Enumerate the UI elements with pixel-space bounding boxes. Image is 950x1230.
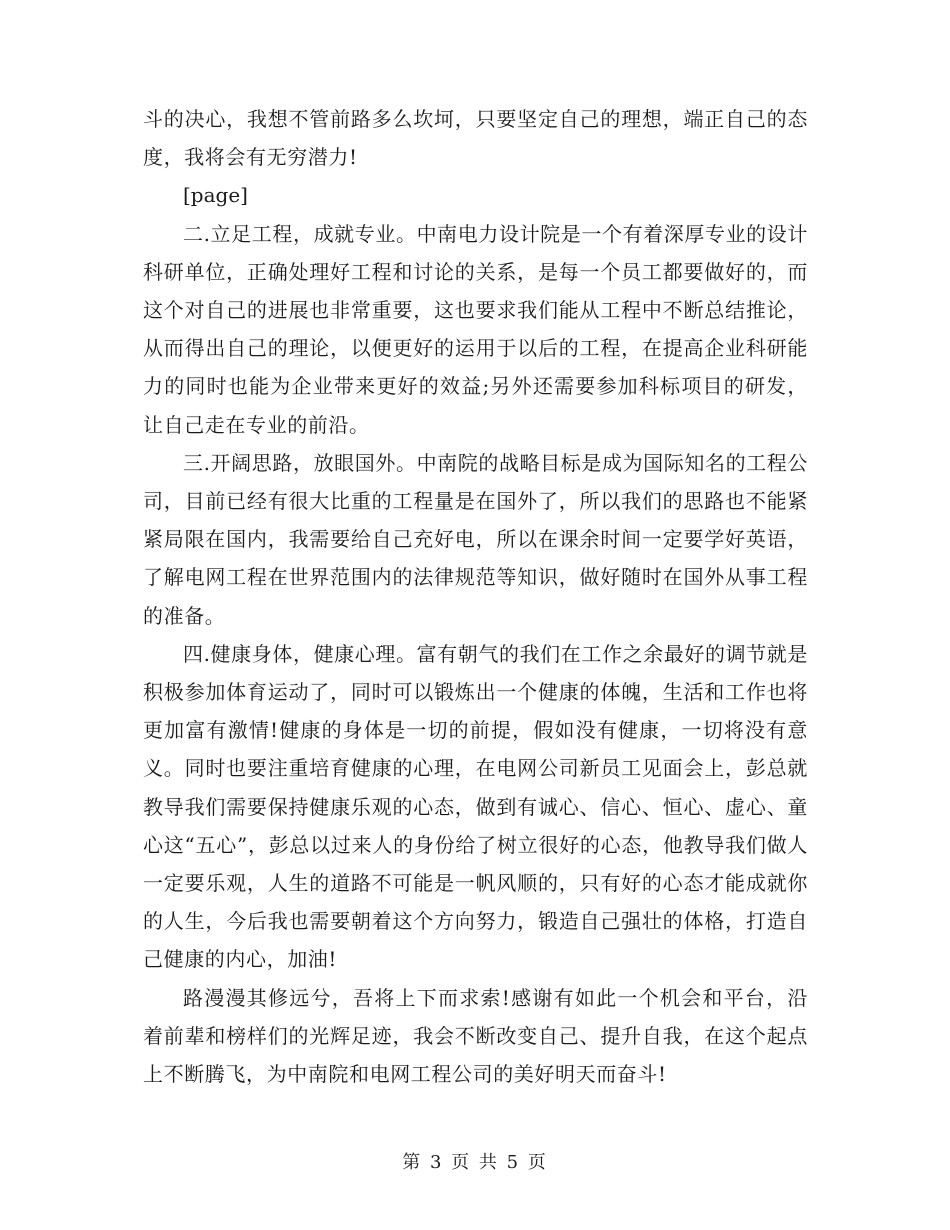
paragraph-section-two: 二.立足工程，成就专业。中南电力设计院是一个有着深厚专业的设计科研单位，正确处理好工程和讨论的关系，是每一个员工都要做好的，而这个对自己的进展也非常重要，这也要求我们能从工程中不断总结推论，从而得出自己的理论，以便更好的运用于以后的工程，在提高企业科研能力的同时也能为企业带来更好的效益;另外还需要参加科标项目的研发，让自己走在专业的前沿。 [143,221,808,437]
page-number-footer: 第 3 页 共 5 页 [402,1152,548,1173]
document-body [143,100,808,1093]
page-marker: [page] [183,183,248,208]
paragraph-continuation: 斗的决心，我想不管前路多么坎坷，只要坚定自己的理想，端正自己的态度，我将会有无穷潜力! [143,107,808,170]
paragraph-closing: 路漫漫其修远兮，吾将上下而求索!感谢有如此一个机会和平台，沿着前辈和榜样们的光辉足迹，我会不断改变自己、提升自我，在这个起点上不断腾飞，为中南院和电网工程公司的美好明天而奋斗! [143,985,808,1087]
paragraph-section-three: 三.开阔思路，放眼国外。中南院的战略目标是成为国际知名的工程公司，目前已经有很大比重的工程量是在国外了，所以我们的思路也不能紧紧局限在国内，我需要给自己充好电，所以在课余时间一定要学好英语，了解电网工程在世界范围内的法律规范等知识，做好随时在国外从事工程的准备。 [143,450,808,628]
paragraph-section-four: 四.健康身体，健康心理。富有朝气的我们在工作之余最好的调节就是积极参加体育运动了，同时可以锻炼出一个健康的体魄，生活和工作也将更加富有激情!健康的身体是一切的前提，假如没有健康，一切将没有意义。同时也要注重培育健康的心理，在电网公司新员工见面会上，彭总就教导我们需要保持健康乐观的心态，做到有诚心、信心、恒心、虚心、童心这“五心”，彭总以过来人的身份给了树立很好的心态，他教导我们做人一定要乐观，人生的道路不可能是一帆风顺的，只有好的心态才能成就你的人生，今后我也需要朝着这个方向努力，锻造自己强壮的体格，打造自己健康的内心，加油! [143,641,808,972]
